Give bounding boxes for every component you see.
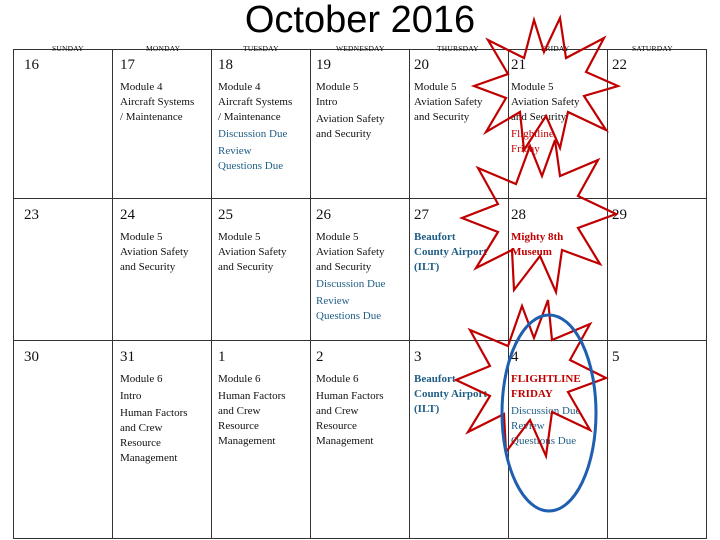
day-number: 26	[316, 207, 331, 223]
event-text: Aviation Safety	[218, 246, 287, 258]
event-text: Module 6	[120, 373, 163, 385]
event-text: Intro	[316, 96, 338, 108]
airport-trip-text: (ILT)	[414, 403, 440, 415]
event-text: Human Factors	[218, 390, 286, 402]
day-number: 3	[414, 349, 422, 365]
event-text: and Crew	[218, 405, 261, 417]
event-text: Aviation Safety	[316, 246, 385, 258]
event-text: Resource	[316, 420, 357, 432]
weekday-header: FRIDAY	[541, 44, 570, 53]
event-text: Management	[120, 452, 178, 464]
flightline-friday-text: FLIGHTLINE	[511, 373, 581, 385]
day-number: 28	[511, 207, 526, 223]
airport-trip-text: (ILT)	[414, 261, 440, 273]
row-divider	[13, 340, 707, 341]
day-number: 18	[218, 57, 233, 73]
weekday-header: SUNDAY	[52, 44, 84, 53]
day-cell[interactable]	[511, 348, 581, 449]
discussion-due-text: Discussion Due	[316, 278, 386, 290]
discussion-due-text: Discussion Due	[218, 128, 288, 140]
event-text: / Maintenance	[218, 111, 281, 123]
row-divider	[13, 538, 707, 539]
day-cell[interactable]	[316, 56, 385, 142]
event-text: Module 4	[120, 81, 163, 93]
day-number: 20	[414, 57, 429, 73]
event-text: Module 5	[316, 81, 359, 93]
day-number: 17	[120, 57, 135, 73]
day-number: 29	[612, 207, 627, 223]
review-questions-text: Review	[511, 420, 545, 432]
day-number: 30	[24, 349, 39, 365]
day-cell[interactable]	[414, 56, 483, 125]
day-cell[interactable]	[218, 56, 292, 174]
day-number: 22	[612, 57, 627, 73]
event-text: and Crew	[316, 405, 359, 417]
day-cell[interactable]	[316, 348, 384, 449]
event-text: and Security	[414, 111, 470, 123]
day-number: 27	[414, 207, 429, 223]
day-number: 23	[24, 207, 39, 223]
event-text: and Security	[316, 128, 372, 140]
event-text: Module 6	[218, 373, 261, 385]
day-number: 16	[24, 57, 39, 73]
event-text: Resource	[218, 420, 259, 432]
column-divider	[112, 49, 113, 539]
day-cell[interactable]	[120, 56, 194, 125]
event-text: / Maintenance	[120, 111, 183, 123]
event-text: Aviation Safety	[120, 246, 189, 258]
event-text: Aviation Safety	[414, 96, 483, 108]
event-text: Intro	[120, 390, 142, 402]
airport-trip-text: County Airport	[414, 246, 488, 258]
day-cell[interactable]	[24, 56, 39, 80]
column-divider	[310, 49, 311, 539]
day-cell[interactable]	[414, 348, 487, 417]
weekday-header: MONDAY	[146, 44, 181, 53]
review-questions-text: Questions Due	[511, 435, 577, 447]
day-cell[interactable]	[414, 206, 487, 275]
day-number: 25	[218, 207, 233, 223]
day-number: 31	[120, 349, 135, 365]
event-text: Module 4	[218, 81, 261, 93]
event-text: Management	[316, 435, 374, 447]
event-text: Human Factors	[120, 407, 188, 419]
day-cell[interactable]	[120, 348, 188, 466]
day-cell[interactable]	[511, 56, 580, 157]
day-cell[interactable]	[24, 348, 39, 372]
day-cell[interactable]	[511, 206, 563, 260]
day-cell[interactable]	[24, 206, 39, 230]
row-divider	[13, 198, 707, 199]
day-number: 21	[511, 57, 526, 73]
event-text: Aviation Safety	[316, 113, 385, 125]
event-text: and Crew	[120, 422, 163, 434]
day-cell[interactable]	[612, 56, 627, 80]
event-text: Aircraft Systems	[218, 96, 293, 108]
airport-trip-text: Beaufort	[414, 231, 456, 243]
event-text: Resource	[120, 437, 161, 449]
flightline-text: Friday	[511, 143, 540, 155]
column-divider	[211, 49, 212, 539]
day-cell[interactable]	[612, 348, 620, 372]
airport-trip-text: Beaufort	[414, 373, 456, 385]
column-divider	[706, 49, 707, 539]
column-divider	[607, 49, 608, 539]
day-number: 4	[511, 349, 519, 365]
column-divider	[13, 49, 14, 539]
day-number: 5	[612, 349, 620, 365]
event-text: Management	[218, 435, 276, 447]
day-cell[interactable]	[120, 206, 189, 275]
event-text: Module 5	[316, 231, 359, 243]
event-text: and Security	[316, 261, 372, 273]
event-text: and Security	[218, 261, 274, 273]
airport-trip-text: County Airport	[414, 388, 488, 400]
column-divider	[508, 49, 509, 539]
review-questions-text: Review	[218, 145, 252, 157]
discussion-due-text: Discussion Due	[511, 405, 581, 417]
review-questions-text: Questions Due	[316, 310, 382, 322]
day-cell[interactable]	[218, 348, 286, 449]
day-number: 24	[120, 207, 135, 223]
weekday-header: SATURDAY	[632, 44, 673, 53]
event-text: Module 5	[120, 231, 163, 243]
event-text: Aircraft Systems	[120, 96, 195, 108]
page-title: October 2016	[244, 0, 476, 41]
flightline-text: Flightline	[511, 128, 554, 140]
weekday-header: TUESDAY	[243, 44, 279, 53]
event-text: Module 5	[414, 81, 457, 93]
event-text: Module 5	[511, 81, 554, 93]
event-text: Module 5	[218, 231, 261, 243]
event-text: and Security	[511, 111, 567, 123]
weekday-header: WEDNESDAY	[336, 44, 385, 53]
flightline-friday-text: FRIDAY	[511, 388, 553, 400]
review-questions-text: Questions Due	[218, 160, 284, 172]
column-divider	[409, 49, 410, 539]
event-text: and Security	[120, 261, 176, 273]
day-cell[interactable]	[218, 206, 287, 275]
day-cell[interactable]	[612, 206, 627, 230]
day-cell[interactable]	[316, 206, 385, 324]
review-questions-text: Review	[316, 295, 350, 307]
museum-trip-text: Mighty 8th	[511, 231, 564, 243]
event-text: Module 6	[316, 373, 359, 385]
event-text: Aviation Safety	[511, 96, 580, 108]
day-number: 2	[316, 349, 324, 365]
day-number: 1	[218, 349, 226, 365]
event-text: Human Factors	[316, 390, 384, 402]
weekday-header: THURSDAY	[437, 44, 479, 53]
day-number: 19	[316, 57, 331, 73]
museum-trip-text: Museum	[511, 246, 552, 258]
